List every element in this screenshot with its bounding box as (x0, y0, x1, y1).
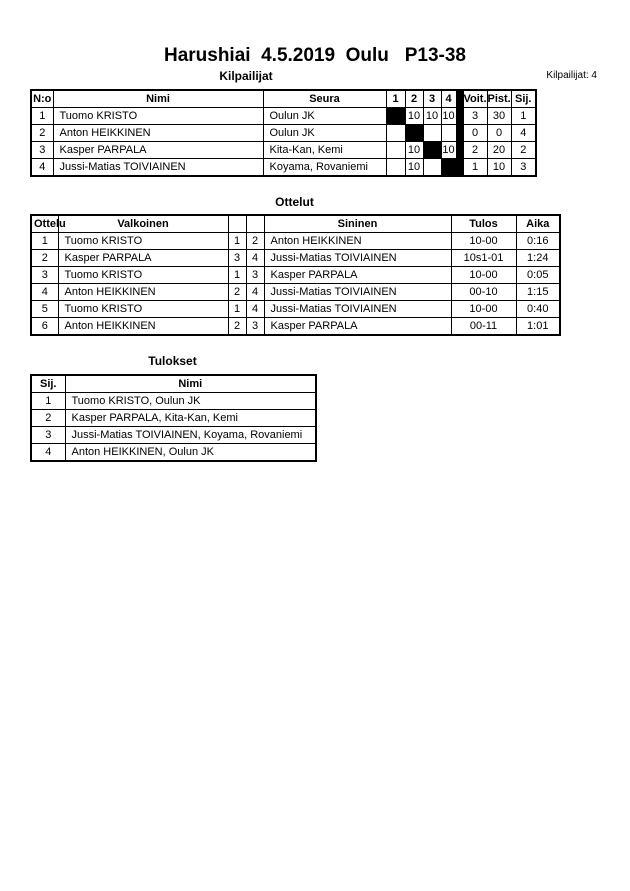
match-time: 1:24 (516, 250, 560, 267)
match-row (31, 284, 560, 301)
match-time: 1:01 (516, 318, 560, 336)
match-number: 4 (31, 284, 58, 301)
result-name: Jussi-Matias TOIVIAINEN, Koyama, Rovaniemi (65, 427, 316, 444)
competitors-count-note: Kilpailijat: 4 (546, 70, 597, 81)
white-number: 2 (228, 284, 246, 301)
matches-table (30, 214, 561, 336)
match-result: 00-11 (451, 318, 516, 336)
white-name: Anton HEIKKINEN (58, 318, 228, 336)
white-number: 3 (228, 250, 246, 267)
score-cell-self (423, 142, 441, 159)
place-cell: 2 (511, 142, 536, 159)
col-header-place: Sij. (31, 375, 65, 393)
competitor-row (31, 159, 536, 177)
result-row (31, 427, 316, 444)
white-number: 1 (228, 301, 246, 318)
place-cell: 1 (511, 108, 536, 125)
separator-cell (456, 90, 463, 108)
blue-number: 3 (246, 267, 264, 284)
result-name: Kasper PARPALA, Kita-Kan, Kemi (65, 410, 316, 427)
match-number: 5 (31, 301, 58, 318)
score-cell: 10 (423, 108, 441, 125)
points-cell: 30 (487, 108, 511, 125)
white-name: Anton HEIKKINEN (58, 284, 228, 301)
competitor-number: 1 (31, 108, 53, 125)
matches-header-row (31, 215, 560, 233)
competitor-name: Jussi-Matias TOIVIAINEN (53, 159, 263, 177)
competitor-number: 4 (31, 159, 53, 177)
result-place: 4 (31, 444, 65, 462)
col-header-match: Ottelu (31, 215, 58, 233)
score-cell-self (441, 159, 456, 177)
wins-cell: 3 (463, 108, 487, 125)
col-header-4: 4 (441, 90, 456, 108)
result-place: 1 (31, 393, 65, 410)
points-cell: 10 (487, 159, 511, 177)
blue-number: 4 (246, 301, 264, 318)
col-header-wins: Voit. (463, 90, 487, 108)
blue-number: 3 (246, 318, 264, 336)
match-result: 10-00 (451, 267, 516, 284)
wins-cell: 0 (463, 125, 487, 142)
col-header-3: 3 (423, 90, 441, 108)
blue-number: 4 (246, 284, 264, 301)
match-row (31, 250, 560, 267)
score-cell: 10 (405, 108, 423, 125)
white-number: 1 (228, 233, 246, 250)
points-cell: 0 (487, 125, 511, 142)
match-number: 2 (31, 250, 58, 267)
result-row (31, 410, 316, 427)
competitor-row (31, 125, 536, 142)
score-cell (386, 159, 405, 177)
col-header-name: Nimi (53, 90, 263, 108)
col-header-place: Sij. (511, 90, 536, 108)
white-number: 1 (228, 267, 246, 284)
match-number: 1 (31, 233, 58, 250)
col-header-blue-no (246, 215, 264, 233)
score-cell-self (386, 108, 405, 125)
competitor-club: Kita-Kan, Kemi (263, 142, 386, 159)
score-cell-self (405, 125, 423, 142)
results-section-title: Tulokset (148, 354, 197, 368)
result-name: Anton HEIKKINEN, Oulun JK (65, 444, 316, 462)
col-header-blue: Sininen (264, 215, 451, 233)
col-header-name: Nimi (65, 375, 316, 393)
competitor-number: 2 (31, 125, 53, 142)
col-header-1: 1 (386, 90, 405, 108)
blue-name: Jussi-Matias TOIVIAINEN (264, 250, 451, 267)
col-header-time: Aika (516, 215, 560, 233)
score-cell (423, 159, 441, 177)
match-result: 10-00 (451, 301, 516, 318)
separator-cell (456, 142, 463, 159)
white-number: 2 (228, 318, 246, 336)
white-name: Kasper PARPALA (58, 250, 228, 267)
result-row (31, 393, 316, 410)
results-table (30, 374, 317, 462)
col-header-result: Tulos (451, 215, 516, 233)
col-header-white: Valkoinen (58, 215, 228, 233)
place-cell: 4 (511, 125, 536, 142)
competitor-name: Kasper PARPALA (53, 142, 263, 159)
blue-name: Anton HEIKKINEN (264, 233, 451, 250)
blue-number: 4 (246, 250, 264, 267)
score-cell (386, 125, 405, 142)
result-place: 2 (31, 410, 65, 427)
match-row (31, 301, 560, 318)
score-cell: 10 (441, 108, 456, 125)
score-cell (386, 142, 405, 159)
competitor-name: Tuomo KRISTO (53, 108, 263, 125)
matches-section-title: Ottelut (275, 195, 314, 209)
col-header-club: Seura (263, 90, 386, 108)
result-name: Tuomo KRISTO, Oulun JK (65, 393, 316, 410)
separator-cell (456, 108, 463, 125)
score-cell (441, 125, 456, 142)
col-header-2: 2 (405, 90, 423, 108)
competitors-section-title: Kilpailijat (219, 69, 273, 83)
col-header-no: N:o (31, 90, 53, 108)
wins-cell: 1 (463, 159, 487, 177)
result-place: 3 (31, 427, 65, 444)
white-name: Tuomo KRISTO (58, 267, 228, 284)
competitor-row (31, 142, 536, 159)
blue-name: Kasper PARPALA (264, 267, 451, 284)
place-cell: 3 (511, 159, 536, 177)
separator-cell (456, 125, 463, 142)
match-time: 0:05 (516, 267, 560, 284)
competitor-row (31, 108, 536, 125)
blue-name: Jussi-Matias TOIVIAINEN (264, 301, 451, 318)
results-header-row (31, 375, 316, 393)
competitors-header-row (31, 90, 536, 108)
match-number: 3 (31, 267, 58, 284)
match-number: 6 (31, 318, 58, 336)
white-name: Tuomo KRISTO (58, 233, 228, 250)
competitor-number: 3 (31, 142, 53, 159)
points-cell: 20 (487, 142, 511, 159)
match-row (31, 233, 560, 250)
page-title: Harushiai 4.5.2019 Oulu P13-38 (163, 45, 467, 66)
wins-cell: 2 (463, 142, 487, 159)
match-row (31, 267, 560, 284)
col-header-white-no (228, 215, 246, 233)
separator-cell (456, 159, 463, 177)
competitor-name: Anton HEIKKINEN (53, 125, 263, 142)
match-result: 10-00 (451, 233, 516, 250)
blue-number: 2 (246, 233, 264, 250)
blue-name: Jussi-Matias TOIVIAINEN (264, 284, 451, 301)
match-time: 0:40 (516, 301, 560, 318)
white-name: Tuomo KRISTO (58, 301, 228, 318)
score-cell: 10 (441, 142, 456, 159)
col-header-points: Pist. (487, 90, 511, 108)
match-time: 0:16 (516, 233, 560, 250)
score-cell: 10 (405, 159, 423, 177)
result-row (31, 444, 316, 462)
match-result: 10s1-01 (451, 250, 516, 267)
competitor-club: Koyama, Rovaniemi (263, 159, 386, 177)
competitors-table (30, 89, 537, 177)
competitor-club: Oulun JK (263, 108, 386, 125)
match-time: 1:15 (516, 284, 560, 301)
competitor-club: Oulun JK (263, 125, 386, 142)
match-row (31, 318, 560, 336)
score-cell (423, 125, 441, 142)
blue-name: Kasper PARPALA (264, 318, 451, 336)
match-result: 00-10 (451, 284, 516, 301)
score-cell: 10 (405, 142, 423, 159)
